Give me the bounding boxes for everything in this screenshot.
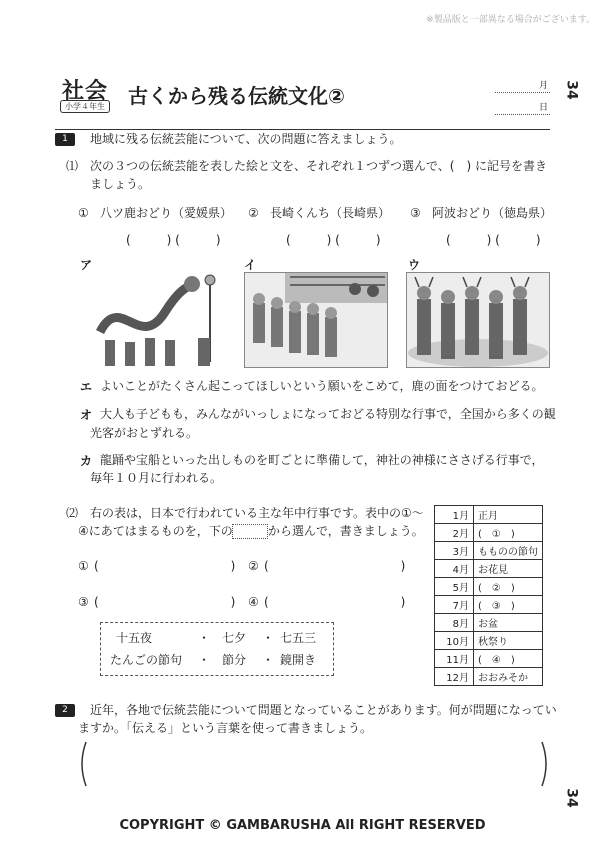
answer-4-blank[interactable]: ( ) [264,595,406,609]
answer-4-mark: ④ [248,595,259,609]
item-3-mark: ③ [410,206,421,220]
picture-label-u: ウ [408,258,421,272]
answer-2-blank[interactable]: ( ) [264,559,406,573]
table-row [435,524,543,542]
month-cell: 10月 [435,632,474,650]
word-sep: ・ [198,653,211,667]
question-2-badge: 2 [55,704,75,717]
deer-dance-illustration [406,272,550,368]
event-cell: ( ② ) [474,578,543,596]
answer-1-mark: ① [78,559,89,573]
header-rule [55,129,550,130]
q1-instruction: 地域に残る伝統芸能について、次の問題に答えましょう。 [90,132,402,146]
table-row [435,632,543,650]
event-cell: 秋祭り [474,632,543,650]
month-cell: 5月 [435,578,474,596]
item-1-answer[interactable]: ( ) ( ) [126,233,221,247]
event-cell: お盆 [474,614,543,632]
month-cell: 8月 [435,614,474,632]
month-label: 月 [538,81,548,91]
part1-text-line2: ましょう。 [90,177,151,191]
grade-badge: 小学４年生 [60,100,110,113]
table-row [435,542,543,560]
word-jugoya: 十五夜 [116,631,153,645]
page-title: 古くから残る伝統文化② [128,84,345,108]
table-row [435,614,543,632]
word-setsubun: 節分 [222,653,247,667]
item-2-answer[interactable]: ( ) ( ) [286,233,381,247]
sample-notice: ※製品版と一部異なる場合がございます。 [426,15,595,25]
month-cell: 11月 [435,650,474,668]
item-3-answer[interactable]: ( ) ( ) [446,233,541,247]
subject-label: 社会 [62,79,109,104]
part2-label: ⑵ [66,506,79,520]
event-cell: ( ③ ) [474,596,543,614]
part2-text-line2b: から選んで，書きましょう。 [268,524,424,538]
table-row [435,596,543,614]
month-cell: 2月 [435,524,474,542]
word-sep: ・ [262,653,275,667]
item-3-name: 阿波おどり（徳島県） [432,206,553,220]
answer-3-blank[interactable]: ( ) [94,595,236,609]
event-cell: おおみそか [474,668,543,686]
part2-text-line2a: ④にあてはまるものを，下の [78,524,233,538]
annual-events-table [434,505,543,686]
picture-label-i: イ [244,258,257,272]
answer-3-mark: ③ [78,595,89,609]
date-box [495,80,550,116]
event-cell: ( ④ ) [474,650,543,668]
month-cell: 3月 [435,542,474,560]
item-1-mark: ① [78,206,89,220]
sentence-ka-line2: 毎年１０月に行われる。 [90,471,223,485]
month-cell: 12月 [435,668,474,686]
sentence-o-label: オ [80,408,93,422]
table-row [435,578,543,596]
page-number-top: 34 [563,80,580,100]
month-cell: 4月 [435,560,474,578]
month-line [495,92,550,93]
word-sep: ・ [198,631,211,645]
table-row [435,560,543,578]
event-cell: もものの節句 [474,542,543,560]
question-1-badge: 1 [55,133,75,146]
sentence-e-label: エ [80,380,93,394]
day-line [495,114,550,115]
sentence-ka-label: カ [80,454,93,468]
day-label: 日 [538,103,548,113]
month-cell: 1月 [435,506,474,524]
word-tanabata: 七夕 [222,631,247,645]
part1-text-line1: 次の３つの伝統芸能を表した絵と文を、それぞれ１つずつ選んで、( ) に記号を書き [90,159,547,173]
q2-line2: ますか。「伝える」という言葉を使って書きましょう。 [78,721,373,735]
item-2-name: 長崎くんち（長崎県） [270,206,391,220]
sentence-e-line1: よいことがたくさん起こってほしいという願いをこめて，鹿の面をつけておどる。 [100,379,544,393]
answer-1-blank[interactable]: ( ) [94,559,236,573]
table-row [435,506,543,524]
word-shichigosan: 七五三 [280,631,317,645]
word-box-reference [232,524,268,539]
event-cell: 正月 [474,506,543,524]
dragon-dance-illustration [80,272,230,368]
item-2-mark: ② [248,206,259,220]
month-cell: 7月 [435,596,474,614]
part1-label: ⑴ [66,159,79,173]
event-cell: ( ① ) [474,524,543,542]
word-tango: たんごの節句 [110,653,183,667]
answer-2-mark: ② [248,559,259,573]
item-1-name: 八ツ鹿おどり（愛媛県） [100,206,233,220]
event-cell: お花見 [474,560,543,578]
part2-text-line1: 右の表は，日本で行われている主な年中行事です。表中の①～ [90,506,424,520]
table-row [435,650,543,668]
word-sep: ・ [262,631,275,645]
boat-float-illustration [244,272,388,368]
sentence-ka-line1: 龍踊や宝船といった出しものを町ごとに準備して，神社の神様にささげる行事で， [100,453,544,467]
sentence-o-line1: 大人も子どもも，みんながいっしょになっておどる特別な行事で，全国から多くの観 [100,407,556,421]
page-number-bottom: 34 [563,788,580,808]
q2-answer-area[interactable] [78,740,550,788]
copyright-footer: COPYRIGHT © GAMBARUSHA All RIGHT RESERVED [119,818,486,833]
table-row [435,668,543,686]
word-kagamibiraki: 鏡開き [280,653,317,667]
picture-label-a: ア [80,258,93,272]
sentence-o-line2: 光客がおとずれる。 [90,426,199,440]
q2-line1: 近年，各地で伝統芸能について問題となっていることがあります。何が問題になってい [90,703,557,717]
